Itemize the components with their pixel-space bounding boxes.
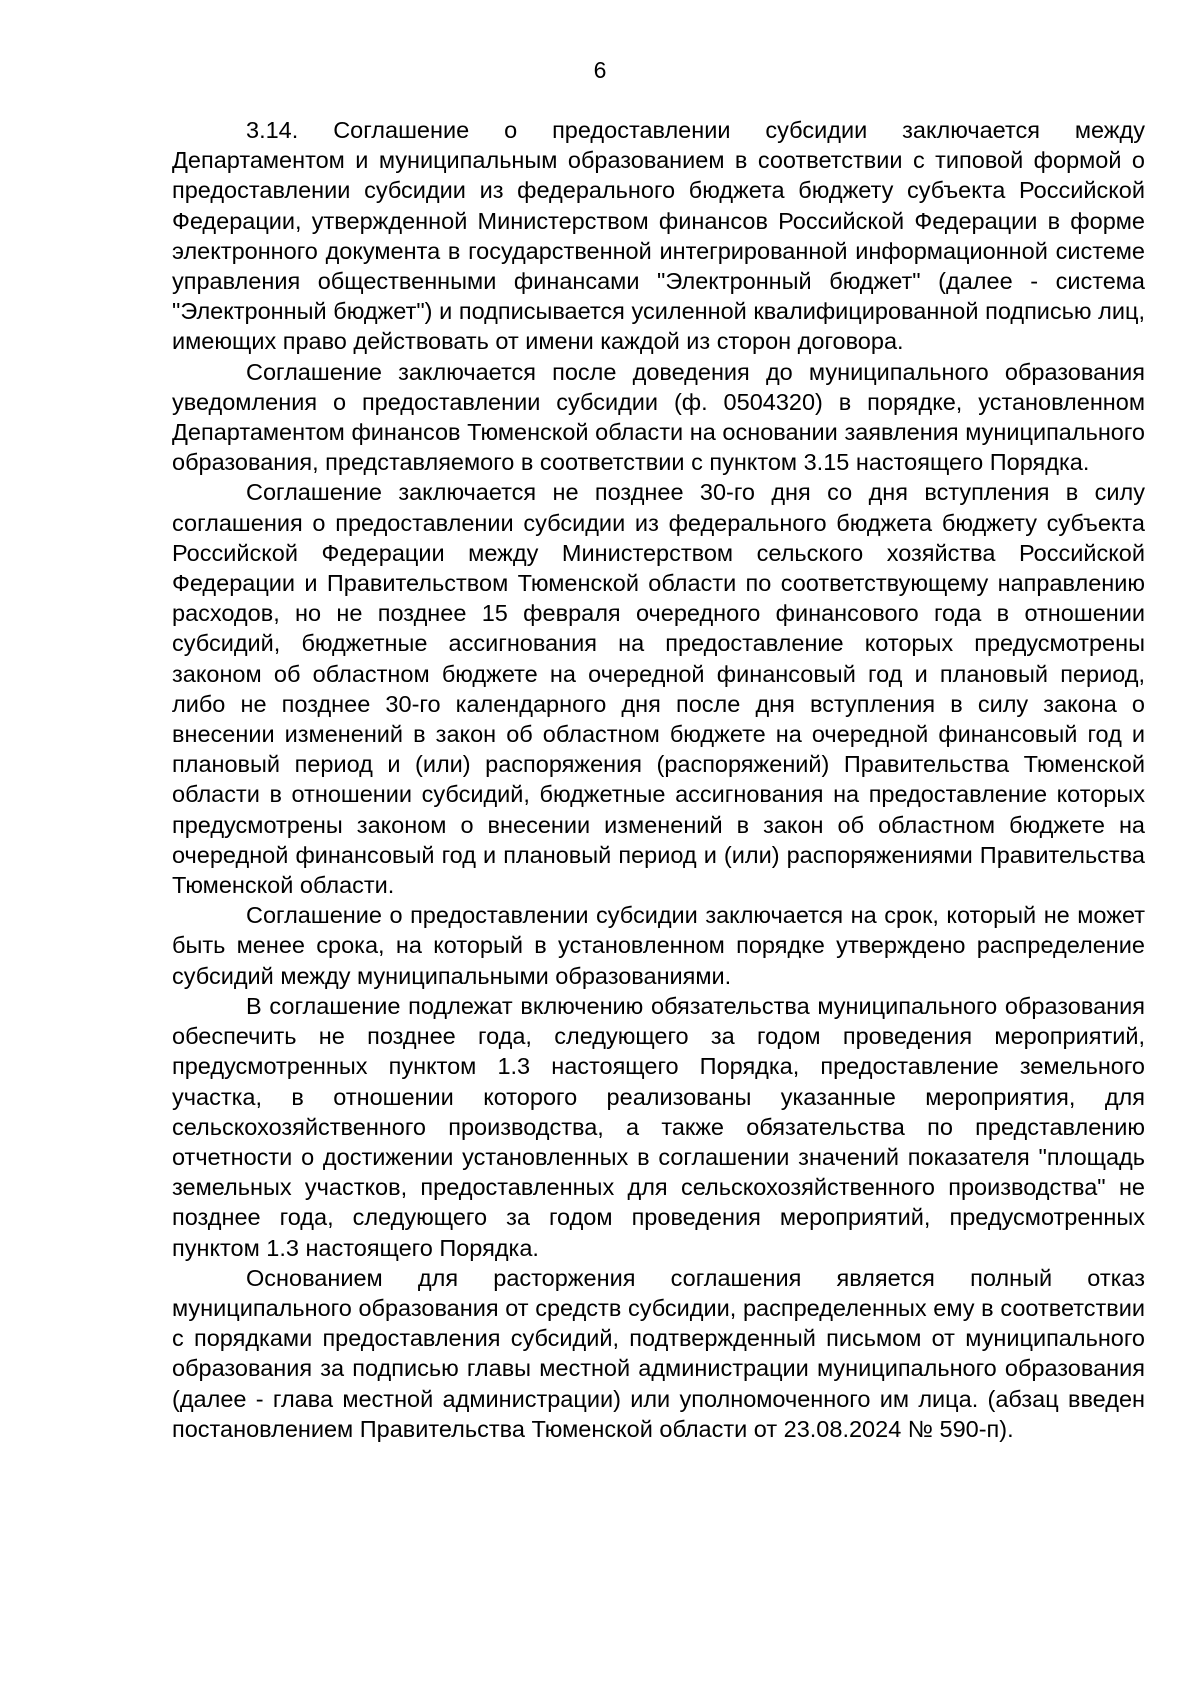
paragraph-agreement-deadline: Соглашение заключается не позднее 30-го дня со дня вступления в силу соглашения о предоставлении субсидии из федерального бюджета бюджету субъекта Российской Федерации между Министерством сельского хозяйства Российской Федерации и Правительством Тюменской области по соответствующему направлению расходов, но не позднее 15 февраля очередного финансового года в отношении субсидий, бюджетные ассигнования на предоставление которых предусмотрены законом об областном бюджете на очередной финансовый год и плановый период, либо не позднее 30-го календарного дня после дня вступления в силу закона о внесении изменений в закон об областном бюджете на очередной финансовый год и плановый период и (или) распоряжения (распоряжений) Правительства Тюменской области в отношении субсидий, бюджетные ассигнования на предоставление которых предусмотрены законом о внесении изменений в закон об областном бюджете на очередной финансовый год и плановый период и (или) распоряжениями Правительства Тюменской области. <box>172 479 1145 899</box>
paragraph-obligations: В соглашение подлежат включению обязательства муниципального образования обеспечить не позднее года, следующего за годом проведения мероприятий, предусмотренных пунктом 1.3 настоящего Порядка, предоставление земельного участка, в отношении которого реализованы указанные мероприятия, для сельскохозяйственного производства, а также обязательства по представлению отчетности о достижении установленных в соглашении значений показателя "площадь земельных участков, предоставленных для сельскохозяйственного производства" не позднее года, следующего за годом проведения мероприятий, предусмотренных пунктом 1.3 настоящего Порядка. <box>172 992 1145 1261</box>
page-number: 6 <box>593 57 607 83</box>
paragraph-agreement-term: Соглашение о предоставлении субсидии заключается на срок, который не может быть менее срока, на который в установленном порядке утверждено распределение субсидий между муниципальными образованиями. <box>172 902 1145 989</box>
paragraph-agreement-timing: Соглашение заключается после доведения до муниципального образования уведомления о предоставлении субсидии (ф. 0504320) в порядке, установленном Департаментом финансов Тюменской области на основании заявления муниципального образования, представляемого в соответствии с пунктом 3.15 настоящего Порядка. <box>172 358 1145 476</box>
paragraph-3-14: 3.14. Соглашение о предоставлении субсидии заключается между Департаментом и муниципальным образованием в соответствии с типовой формой о предоставлении субсидии из федерального бюджета бюджету субъекта Российской Федерации, утвержденной Министерством финансов Российской Федерации в форме электронного документа в государственной интегрированной информационной системе управления общественными финансами "Электронный бюджет" (далее - система "Электронный бюджет") и подписывается усиленной квалифицированной подписью лиц, имеющих право действовать от имени каждой из сторон договора. <box>172 117 1145 355</box>
document-body <box>172 115 1145 1444</box>
paragraph-termination: Основанием для расторжения соглашения является полный отказ муниципального образования от средств субсидии, распределенных ему в соответствии с порядками предоставления субсидий, подтвержденный письмом от муниципального образования за подписью главы местной администрации муниципального образования (далее - глава местной администрации) или уполномоченного им лица. (абзац введен постановлением Правительства Тюменской области от 23.08.2024 № 590-п). <box>172 1264 1145 1442</box>
